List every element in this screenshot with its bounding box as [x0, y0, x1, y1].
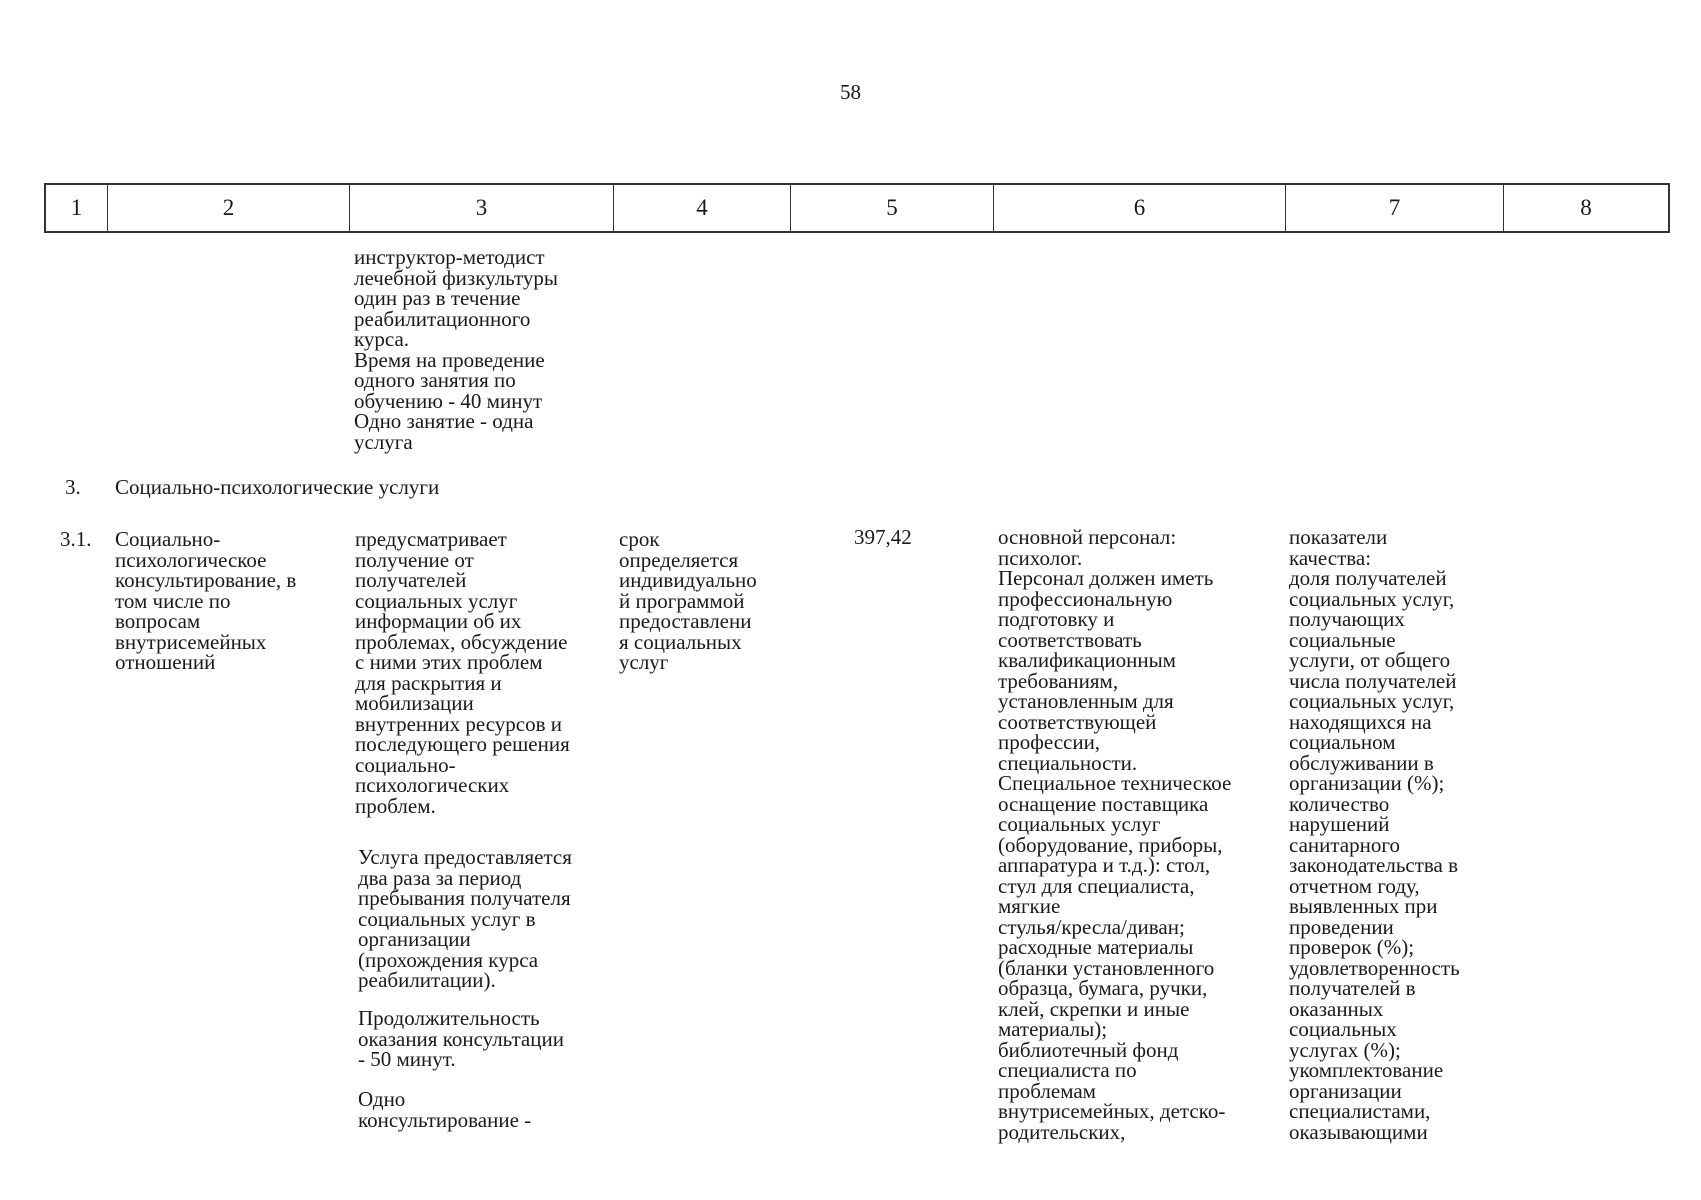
service-name: Социально- психологическое консультирование, в том числе по вопросам внутрисемейных отношений: [115, 527, 297, 674]
row-number: 3.1.: [60, 527, 92, 551]
header-col-8: 8: [1580, 195, 1592, 220]
header-col-1: 1: [46, 185, 108, 231]
table-header: [44, 183, 1670, 233]
page-number: 58: [840, 80, 861, 104]
service-description-2: Услуга предоставляется два раза за период пребывания получателя социальных услуг в организации (прохождения курса реабилитации).: [358, 845, 572, 992]
section-title: Социально-психологические услуги: [115, 475, 440, 499]
continuation-text: инструктор-методист лечебной физкультуры один раз в течение реабилитационного курса. Время на проведение одного занятия по обучению - 40 минут Одно занятие - одна услуга: [354, 245, 558, 454]
header-col-3: 3: [350, 185, 614, 231]
service-conditions: основной персонал: психолог. Персонал должен иметь профессиональную подготовку и соответствовать квалификационным требованиям, установленным для соответствующей профессии, специальности. Специальное техническое оснащение поставщика социальных услуг (оборудование, приборы, аппаратура и т.д.): стол, стул для специалиста, мягкие стулья/кресла/диван; расходные материалы (бланки установленного образца, бумага, ручки, клей, скрепки и иные материалы); библиотечный фонд специалиста по проблемам внутрисемейных, детско- родительских,: [998, 525, 1232, 1144]
service-description-3: Продолжительность оказания консультации - 50 минут.: [358, 1006, 564, 1071]
quality-indicators: показатели качества: доля получателей социальных услуг, получающих социальные услуги, от общего числа получателей социальных услуг, находящихся на социальном обслуживании в организации (%); количество нарушений санитарного законодательства в отчетном году, выявленных при проведении проверок (%); удовлетворенность получателей в оказанных социальных услугах (%); укомплектование организации специалистами, оказывающими: [1289, 525, 1460, 1144]
service-price: 397,42: [854, 525, 912, 549]
section-number: 3.: [65, 475, 81, 499]
header-col-2: 2: [108, 185, 350, 231]
header-col-7: 7: [1286, 185, 1504, 231]
header-col-6: 6: [994, 185, 1286, 231]
header-col-4: 4: [614, 185, 791, 231]
service-description-4: Одно консультирование -: [358, 1087, 532, 1132]
service-description-1: предусматривает получение от получателей социальных услуг информации об их проблемах, обсуждение с ними этих проблем для раскрытия и мобилизации внутренних ресурсов и последующего решения социально- психологических проблем.: [355, 527, 570, 818]
header-col-5: 5: [791, 185, 994, 231]
service-term: срок определяется индивидуально й программой предоставлени я социальных услуг: [619, 527, 757, 674]
